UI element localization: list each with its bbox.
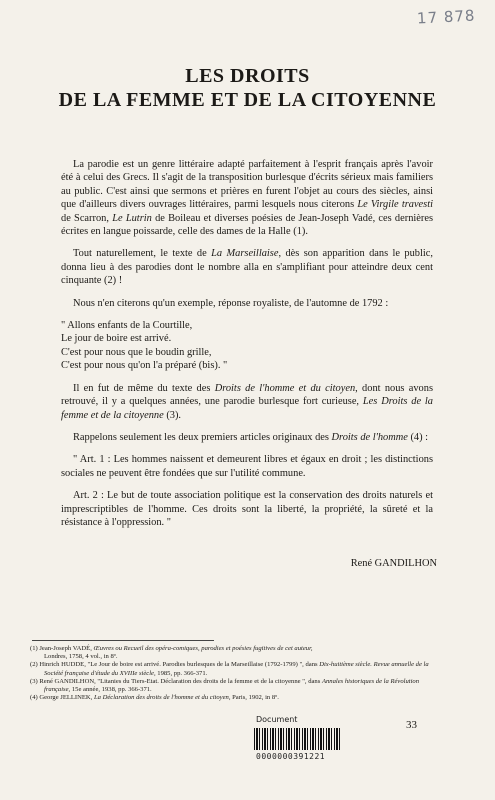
barcode-number: 0000000391221 [256, 752, 326, 761]
paragraph-2: Tout naturellement, le texte de La Marseillaise, dès son apparition dans le public, donna lieu à des parodies dont le nombre alla en s'amplifiant pour atteindre deux cent cinquante (2) ! [61, 248, 433, 287]
barcode-image [254, 728, 340, 750]
paragraph-1: La parodie est un genre littéraire adapté parfaitement à l'esprit français après l'avoir été à celui des Grecs. Il s'agit de la transposition burlesque d'écrits sérieux mais familiers au public. C'est ainsi que sermons et prières en furent l'objet au cours des siècles, ainsi que d'ailleurs divers ouvrages littéraires, parmi lesquels nous citerons Le Virgile travesti de Scarron, Le Lutrin de Boileau et diverses poésies de Jean-Joseph Vadé, ces dernières écrites en langue poissarde, celle des dames de la Halle (1). [61, 159, 433, 238]
footnote-2: (2) Hinrich HUDDE, "Le Jour de boire est arrivé. Parodies burlesques de la Marseillaise (1792-1799) ", dans Dix-huitième siècle. Revue annuelle de la Société française d'étude du XVIIIe siècle, 1985, pp. 366-371. [30, 661, 429, 677]
verse-line: C'est pour nous que le boudin grille, [61, 346, 212, 358]
page-title [20, 64, 475, 112]
verse-quote [61, 319, 433, 373]
footnote-4: (4) George JELLINEK, La Déclaration des droits de l'homme et du citoyen, Paris, 1902, in 8º. [30, 694, 279, 702]
title-line-1: LES DROITS [185, 65, 310, 87]
footnotes [30, 645, 430, 702]
barcode-label: Document [256, 715, 298, 724]
paragraph-5: Rappelons seulement les deux premiers articles originaux des Droits de l'homme (4) : [73, 431, 429, 443]
verse-line: " Allons enfants de la Courtille, [61, 320, 193, 332]
paragraph-4: Il en fut de même du texte des Droits de l'homme et du citoyen, dont nous avons retrouvé, il y a quelques années, une parodie burlesque fort curieuse, Les Droits de la femme et de la citoyenne (3). [61, 382, 434, 421]
footnote-3: (3) René GANDILHON, "Litanies du Tiers-Etat. Déclaration des droits de la femme et de la citoyenne ", dans Annales historiques de la Révolution française, 15e année, 1938, pp. 366-371. [30, 677, 420, 694]
archive-stamp: 17 878 [416, 6, 476, 28]
author-signature: René GANDILHON [350, 558, 437, 569]
footnote-divider [32, 640, 214, 641]
title-line-2: DE LA FEMME ET DE LA CITOYENNE [58, 89, 437, 111]
article-2-quote: Art. 2 : Le but de toute association politique est la conservation des droits naturels et imprescriptibles de l'homme. Ces droits sont la liberté, la propriété, la sûreté et la résistance à l'oppression. " [61, 490, 433, 528]
body-text [61, 158, 433, 538]
page-number: 33 [406, 719, 417, 731]
article-1-quote: " Art. 1 : Les hommes naissent et demeurent libres et égaux en droit ; les distinctions sociales ne peuvent être fondées que sur l'utilité commune. [61, 454, 433, 479]
verse-line: Le jour de boire est arrivé. [61, 333, 172, 345]
verse-line: C'est pour nous qu'on l'a préparé (bis). " [61, 360, 228, 372]
paragraph-3: Nous n'en citerons qu'un exemple, réponse royaliste, de l'automne de 1792 : [73, 297, 389, 309]
footnote-1: (1) Jean-Joseph VADÉ, Œuvres ou Recueil des opéra-comiques, parodies et poésies fugitives de cet auteur, Londres, 1758, 4 vol., in 8º. [30, 645, 313, 661]
